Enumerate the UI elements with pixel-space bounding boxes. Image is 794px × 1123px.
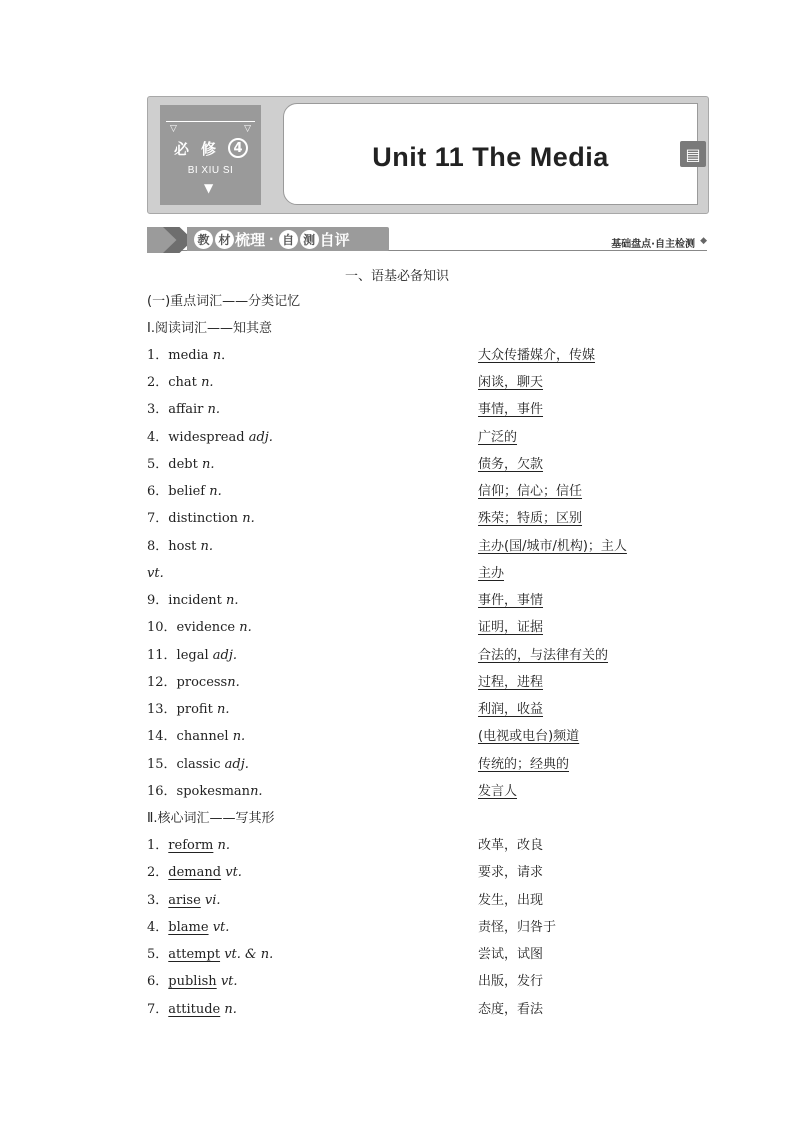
item-word: demand bbox=[168, 865, 222, 880]
section-label-text: 梳理 bbox=[235, 230, 266, 249]
item-pos: n. bbox=[227, 675, 240, 690]
item-word: legal bbox=[176, 648, 209, 663]
part1-title: Ⅰ.阅读词汇——知其意 bbox=[147, 321, 272, 336]
item-pos: n. bbox=[207, 402, 221, 417]
item-meaning: 大众传播媒介，传媒 bbox=[478, 348, 596, 363]
list-item bbox=[147, 457, 215, 473]
item-number: 16． bbox=[147, 784, 177, 799]
item-pos: adj. bbox=[224, 757, 249, 772]
badge-number: 4 bbox=[228, 138, 248, 158]
item-word: chat bbox=[168, 375, 197, 390]
book-icon[interactable]: ▤ bbox=[680, 141, 706, 167]
unit-banner bbox=[147, 96, 709, 214]
item-word: publish bbox=[168, 974, 217, 989]
list-item bbox=[147, 920, 229, 936]
list-item bbox=[147, 838, 230, 854]
item-meaning: 债务，欠款 bbox=[478, 457, 544, 472]
item-number: 3． bbox=[147, 893, 169, 908]
item-pos: n. bbox=[209, 484, 222, 499]
list-item bbox=[147, 729, 245, 745]
item-meaning: 信仰；信心；信任 bbox=[478, 484, 583, 499]
section-label-char: 测 bbox=[300, 230, 319, 249]
item-number: 6． bbox=[147, 974, 169, 989]
item-pos: n. bbox=[242, 511, 255, 526]
item-word: process bbox=[176, 675, 228, 690]
item-meaning: 改革，改良 bbox=[478, 838, 544, 853]
item-meaning: 利润，收益 bbox=[478, 702, 544, 717]
item-word: attempt bbox=[168, 947, 221, 962]
item-pos: n. bbox=[200, 539, 214, 554]
item-number: 5． bbox=[147, 947, 169, 962]
title-card bbox=[283, 103, 698, 205]
item-pos: n. bbox=[224, 1002, 237, 1017]
item-pos: n. bbox=[239, 620, 252, 635]
list-item bbox=[147, 702, 229, 718]
unit-title: Unit 11 The Media bbox=[372, 142, 609, 172]
section-label bbox=[187, 227, 389, 251]
item-pos: n. bbox=[226, 593, 239, 608]
item-meaning: 主办(国/城市/机构)；主人 bbox=[478, 539, 627, 554]
item-word: blame bbox=[168, 920, 209, 935]
item-meaning: 事情，事件 bbox=[478, 402, 544, 417]
list-item bbox=[147, 430, 273, 446]
section-label-text: 自评 bbox=[319, 230, 350, 249]
item-number: 2． bbox=[147, 375, 169, 390]
item-word: profit bbox=[176, 702, 213, 717]
badge-char-2: 修 bbox=[201, 139, 217, 158]
list-item bbox=[147, 566, 164, 582]
item-pos: n. bbox=[201, 375, 214, 390]
section-bar bbox=[147, 227, 707, 253]
item-word: affair bbox=[168, 402, 204, 417]
item-meaning: 合法的，与法律有关的 bbox=[478, 648, 609, 663]
item-meaning: 传统的；经典的 bbox=[478, 757, 570, 772]
compulsory-book-badge bbox=[160, 105, 261, 205]
item-pos: vt. bbox=[212, 920, 230, 935]
item-meaning: 尝试，试图 bbox=[478, 947, 544, 962]
item-meaning: 发生，出现 bbox=[478, 893, 544, 908]
section-label-char: 自 bbox=[279, 230, 298, 249]
item-word: incident bbox=[168, 593, 222, 608]
item-meaning: 证明，证据 bbox=[478, 620, 544, 635]
item-meaning: 过程，进程 bbox=[478, 675, 544, 690]
item-number: 13． bbox=[147, 702, 177, 717]
item-pos: vt. bbox=[225, 865, 242, 880]
item-word: widespread bbox=[168, 430, 245, 445]
item-number: 5． bbox=[147, 457, 169, 472]
list-item bbox=[147, 593, 239, 609]
item-pos: adj. bbox=[212, 648, 238, 663]
item-number: 9． bbox=[147, 593, 169, 608]
item-meaning: 态度，看法 bbox=[478, 1002, 544, 1017]
item-meaning: 发言人 bbox=[478, 784, 518, 799]
item-pos: n. bbox=[201, 457, 215, 472]
item-pos: n. bbox=[250, 784, 263, 799]
item-word: host bbox=[168, 539, 197, 554]
section-label-dot: · bbox=[269, 232, 274, 246]
list-item bbox=[147, 675, 240, 691]
item-number: 8． bbox=[147, 539, 169, 554]
item-number: 4． bbox=[147, 920, 169, 935]
section-heading: 一、语基必备知识 bbox=[344, 269, 449, 284]
item-meaning: 广泛的 bbox=[478, 430, 518, 445]
part2-title: Ⅱ.核心词汇——写其形 bbox=[147, 811, 275, 826]
list-item bbox=[147, 348, 234, 364]
item-word: distinction bbox=[168, 511, 239, 526]
list-item bbox=[147, 757, 249, 773]
item-word: channel bbox=[176, 729, 229, 744]
item-number: 15． bbox=[147, 757, 177, 772]
item-word: reform bbox=[168, 838, 214, 853]
item-meaning: 殊荣；特质；区别 bbox=[478, 511, 583, 526]
badge-pinyin: BI XIU SI bbox=[187, 165, 234, 176]
list-item bbox=[147, 865, 242, 881]
item-number: 10． bbox=[147, 620, 177, 635]
item-number: 11． bbox=[147, 648, 177, 663]
item-meaning: 主办 bbox=[478, 566, 505, 581]
item-pos: n. bbox=[217, 838, 231, 853]
item-word: belief bbox=[168, 484, 206, 499]
list-item bbox=[147, 784, 263, 800]
section-label-char: 教 bbox=[194, 230, 213, 249]
item-suffix: ． bbox=[221, 348, 235, 363]
item-number: 12． bbox=[147, 675, 177, 690]
list-item bbox=[147, 375, 214, 391]
item-word: debt bbox=[168, 457, 198, 472]
badge-down-triangle-icon: ▼ bbox=[204, 181, 214, 195]
item-meaning: 事件，事情 bbox=[478, 593, 544, 608]
list-item bbox=[147, 1002, 237, 1018]
item-pos: vt. & n. bbox=[224, 947, 274, 962]
item-word: attitude bbox=[168, 1002, 221, 1017]
subheading: (一)重点词汇——分类记忆 bbox=[147, 294, 301, 309]
item-number: 7． bbox=[147, 511, 169, 526]
section-label-char: 材 bbox=[215, 230, 234, 249]
item-meaning: 出版，发行 bbox=[478, 974, 544, 989]
item-meaning: 要求，请求 bbox=[478, 865, 544, 880]
item-meaning: (电视或电台)频道 bbox=[478, 729, 580, 744]
item-word: arise bbox=[168, 893, 201, 908]
item-number: 1． bbox=[147, 348, 169, 363]
badge-char-1: 必 bbox=[174, 139, 190, 158]
item-number: 7． bbox=[147, 1002, 169, 1017]
item-number: 4． bbox=[147, 430, 169, 445]
item-number: 14． bbox=[147, 729, 177, 744]
item-word: classic bbox=[176, 757, 221, 772]
item-meaning: 闲谈，聊天 bbox=[478, 375, 544, 390]
diamond-icon: ◆ bbox=[700, 236, 707, 246]
list-item bbox=[147, 947, 273, 963]
list-item bbox=[147, 974, 238, 990]
badge-triangle-right-icon: ▽ bbox=[244, 124, 251, 134]
item-number: 3． bbox=[147, 402, 169, 417]
item-word: media bbox=[168, 348, 209, 363]
badge-rule bbox=[166, 121, 255, 122]
item-number: 6． bbox=[147, 484, 169, 499]
list-item bbox=[147, 620, 252, 636]
item-pos: n. bbox=[216, 702, 230, 717]
item-number: 1． bbox=[147, 838, 169, 853]
item-pos: vi. bbox=[204, 893, 221, 908]
list-item bbox=[147, 539, 213, 555]
list-item bbox=[147, 511, 255, 527]
list-item bbox=[147, 893, 221, 909]
item-pos: adj. bbox=[248, 430, 273, 445]
item-number: 2． bbox=[147, 865, 169, 880]
item-pos: n. bbox=[232, 729, 246, 744]
section-right-text: 基础盘点·自主检测 bbox=[611, 239, 695, 250]
item-pos: vt. bbox=[220, 974, 238, 989]
item-pos: vt. bbox=[147, 566, 164, 581]
item-word: spokesman bbox=[176, 784, 251, 799]
item-pos: n bbox=[212, 348, 222, 363]
item-word: evidence bbox=[176, 620, 236, 635]
item-meaning: 责怪，归咎于 bbox=[478, 920, 557, 935]
badge-triangle-left-icon: ▽ bbox=[170, 124, 177, 134]
list-item bbox=[147, 484, 222, 500]
list-item bbox=[147, 402, 220, 418]
list-item bbox=[147, 648, 237, 664]
